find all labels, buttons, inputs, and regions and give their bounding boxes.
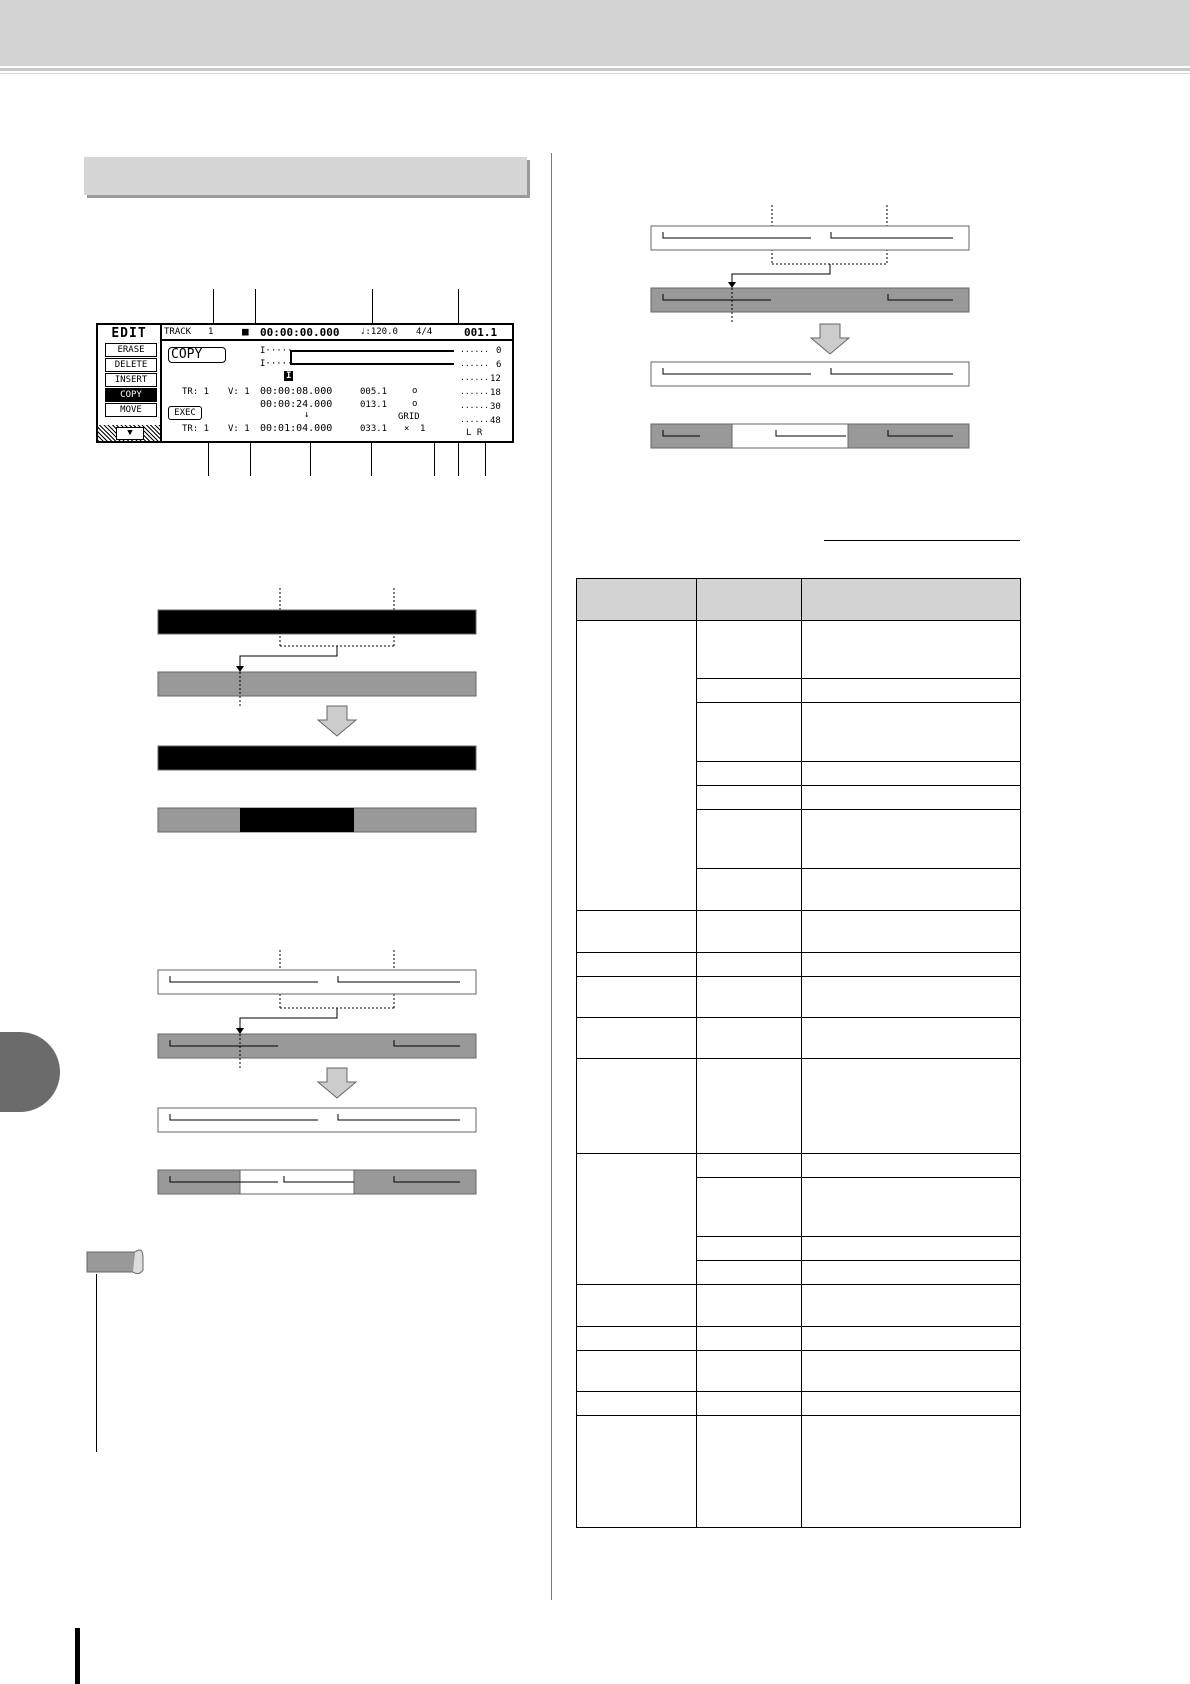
meter-tick: ······ (460, 375, 489, 384)
down-arrow-icon (811, 324, 849, 354)
meter-scale-48: 48 (490, 416, 501, 426)
end-measure: 013.1 (360, 400, 388, 410)
source-track-result (158, 746, 476, 770)
top-measure: 001.1 (464, 326, 498, 339)
diagram-solid-left (158, 588, 476, 832)
copy-label: COPY (168, 347, 226, 363)
menu-delete[interactable]: DELETE (105, 358, 157, 372)
dest-measure: 033.1 (360, 424, 388, 434)
edit-title: EDIT (111, 326, 147, 341)
grid-label: GRID (398, 412, 420, 422)
meter-scale-0: 0 (496, 346, 502, 356)
marker-icon: I (286, 371, 292, 381)
dest-arrow-icon: ↓ (304, 410, 310, 420)
menu-erase[interactable]: ERASE (105, 343, 157, 357)
meter-scale-12: 12 (490, 374, 501, 384)
menu-insert[interactable]: INSERT (105, 373, 157, 387)
dest-vtrack: V: 1 (228, 424, 250, 434)
meter-scale-6: 6 (496, 360, 502, 370)
meter-tick: ······ (460, 403, 489, 412)
time-signature: 4/4 (416, 327, 433, 337)
note-scroll-icon (87, 1250, 143, 1274)
track-label: TRACK (164, 327, 192, 337)
times-label: × (404, 424, 410, 434)
menu-copy[interactable]: COPY (105, 388, 157, 402)
start-measure: 005.1 (360, 387, 388, 397)
end-time: 00:00:24.000 (260, 399, 333, 410)
end-quantize-icon: o (412, 399, 418, 409)
parameter-table (576, 578, 1021, 1528)
exec-button[interactable]: EXEC (168, 406, 202, 420)
source-track: TR: 1 (182, 387, 210, 397)
meter-tick: ······ (460, 347, 489, 356)
table-header (577, 579, 1020, 621)
down-arrow-icon: ▼ (116, 427, 144, 440)
menu-move[interactable]: MOVE (105, 403, 157, 417)
heading-underline (824, 540, 1020, 541)
down-arrow-icon (318, 706, 356, 736)
top-time: 00:00:00.000 (260, 326, 340, 339)
source-track-bar (158, 610, 476, 634)
copied-region (240, 808, 354, 832)
meter-scale-18: 18 (490, 388, 501, 398)
meter-scale-30: 30 (490, 402, 501, 412)
meter-tick: ······ (460, 389, 489, 398)
start-time: 00:00:08.000 (260, 386, 333, 397)
dest-time: 00:01:04.000 (260, 423, 333, 434)
dest-track: TR: 1 (182, 424, 210, 434)
dest-track-bar (158, 672, 476, 696)
meter-tick: ······ (460, 417, 489, 426)
tempo: ♩:120.0 (360, 327, 398, 337)
source-vtrack: V: 1 (228, 387, 250, 397)
meter-lr: L R (466, 428, 483, 438)
lock-icon: ■ (242, 325, 249, 338)
meter-tick: ······ (460, 361, 489, 370)
mini-track-marker: I····· (260, 359, 293, 369)
times-value: 1 (420, 424, 426, 434)
diagram-wave-left (158, 950, 476, 1194)
diagram-wave-right (651, 205, 969, 448)
mini-track-marker: I····· (260, 346, 293, 356)
start-quantize-icon: o (412, 386, 418, 396)
note-rule (96, 1274, 97, 1452)
down-arrow-icon (318, 1068, 356, 1098)
track-number: 1 (208, 327, 214, 337)
